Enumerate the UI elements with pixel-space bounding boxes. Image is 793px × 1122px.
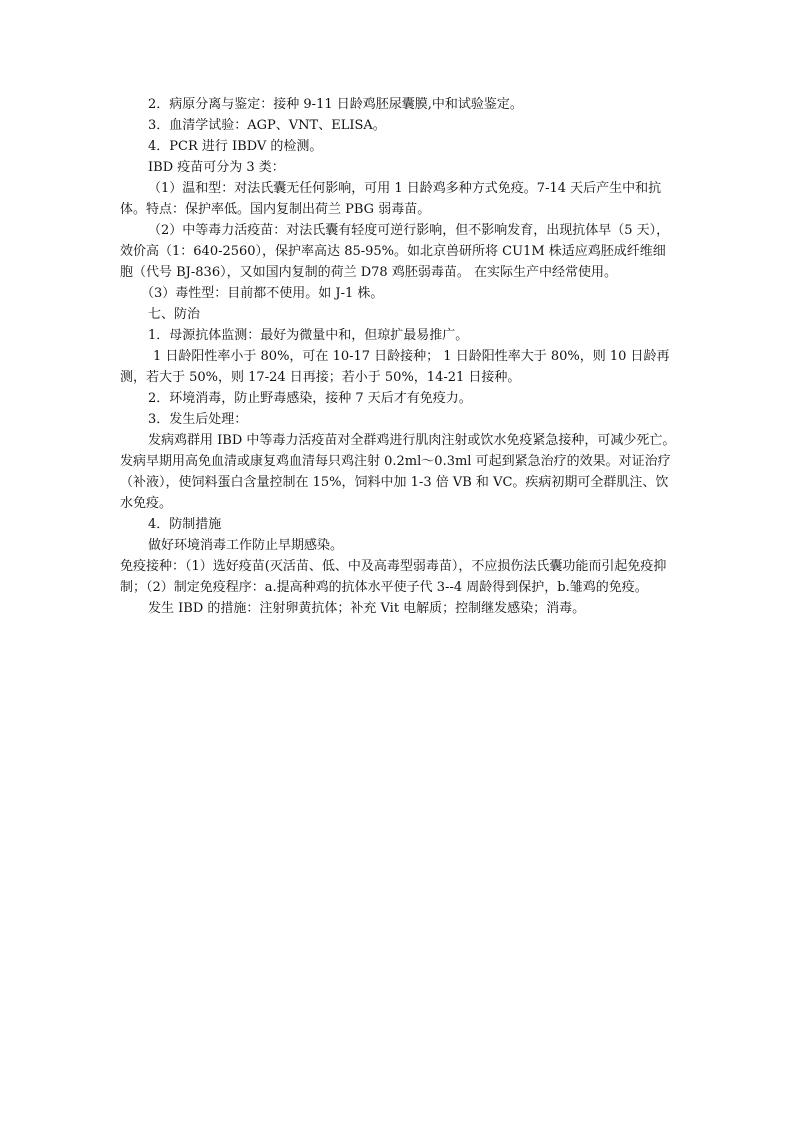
paragraph-positive-rate: 1 日龄阳性率小于 80%，可在 10-17 日龄接种； 1 日龄阳性率大于 80%，则 10 日龄再测，若大于 50%，则 17-24 日再接；若小于 50%，14-21 日接种。: [120, 349, 670, 385]
paragraph-pathogen-isolation: 2．病原分离与鉴定：接种 9-11 日龄鸡胚尿囊膜,中和试验鉴定。: [148, 97, 523, 112]
paragraph-virulent-type: （3）毒性型：目前都不使用。如 J-1 株。: [141, 286, 384, 301]
paragraph-maternal-antibody: 1．母源抗体监测：最好为微量中和，但琼扩最易推广。: [148, 328, 469, 343]
section-heading-prevention: 七、防治: [148, 307, 201, 322]
paragraph-post-outbreak: 3．发生后处理：: [148, 412, 248, 427]
paragraph-emergency-vaccination: 发病鸡群用 IBD 中等毒力活疫苗对全群鸡进行肌肉注射或饮水免疫紧急接种，可减少死亡。发病早期用高免血清或康复鸡血清每只鸡注射 0.2ml～0.3ml 可起到紧急治疗的效果。对证治疗（补液），使饲料蛋白含量控制在 15%，饲料中加 1-3 倍 VB 和 VC。疾病初期可全群肌注、饮水免疫。: [120, 433, 676, 511]
document-body: [120, 94, 676, 619]
paragraph-intermediate-type: （2）中等毒力活疫苗：对法氏囊有轻度可逆行影响，但不影响发育，出现抗体早（5 天），效价高（1：640-2560），保护率高达 85-95%。如北京兽研所将 CU1M 株适应鸡胚成纤维细胞（代号 BJ-836），又如国内复制的荷兰 D78 鸡胚弱毒苗。 在实际生产中经常使用。: [120, 223, 670, 280]
paragraph-mild-type: （1）温和型：对法氏囊无任何影响，可用 1 日龄鸡多种方式免疫。7-14 天后产生中和抗体。特点：保护率低。国内复制出荷兰 PBG 弱毒苗。: [120, 181, 662, 217]
paragraph-disinfection: 2．环境消毒，防止野毒感染，接种 7 天后才有免疫力。: [148, 391, 472, 406]
paragraph-pcr: 4．PCR 进行 IBDV 的检测。: [148, 139, 323, 154]
paragraph-serology: 3．血清学试验：AGP、VNT、ELISA。: [148, 118, 386, 133]
paragraph-control-measures: 4．防制措施: [148, 517, 222, 532]
paragraph-ibd-measures: 发生 IBD 的措施：注射卵黄抗体；补充 Vit 电解质；控制继发感染；消毒。: [148, 601, 586, 616]
paragraph-environment: 做好环境消毒工作防止早期感染。: [148, 538, 344, 553]
paragraph-vaccine-types: IBD 疫苗可分为 3 类：: [148, 160, 285, 175]
paragraph-immunization: 免疫接种：（1）选好疫苗(灭活苗、低、中及高毒型弱毒苗），不应损伤法氏囊功能而引起免疫抑制；（2）制定免疫程序：a.提高种鸡的抗体水平使子代 3--4 周龄得到保护，b.雏鸡的免疫。: [120, 559, 667, 595]
